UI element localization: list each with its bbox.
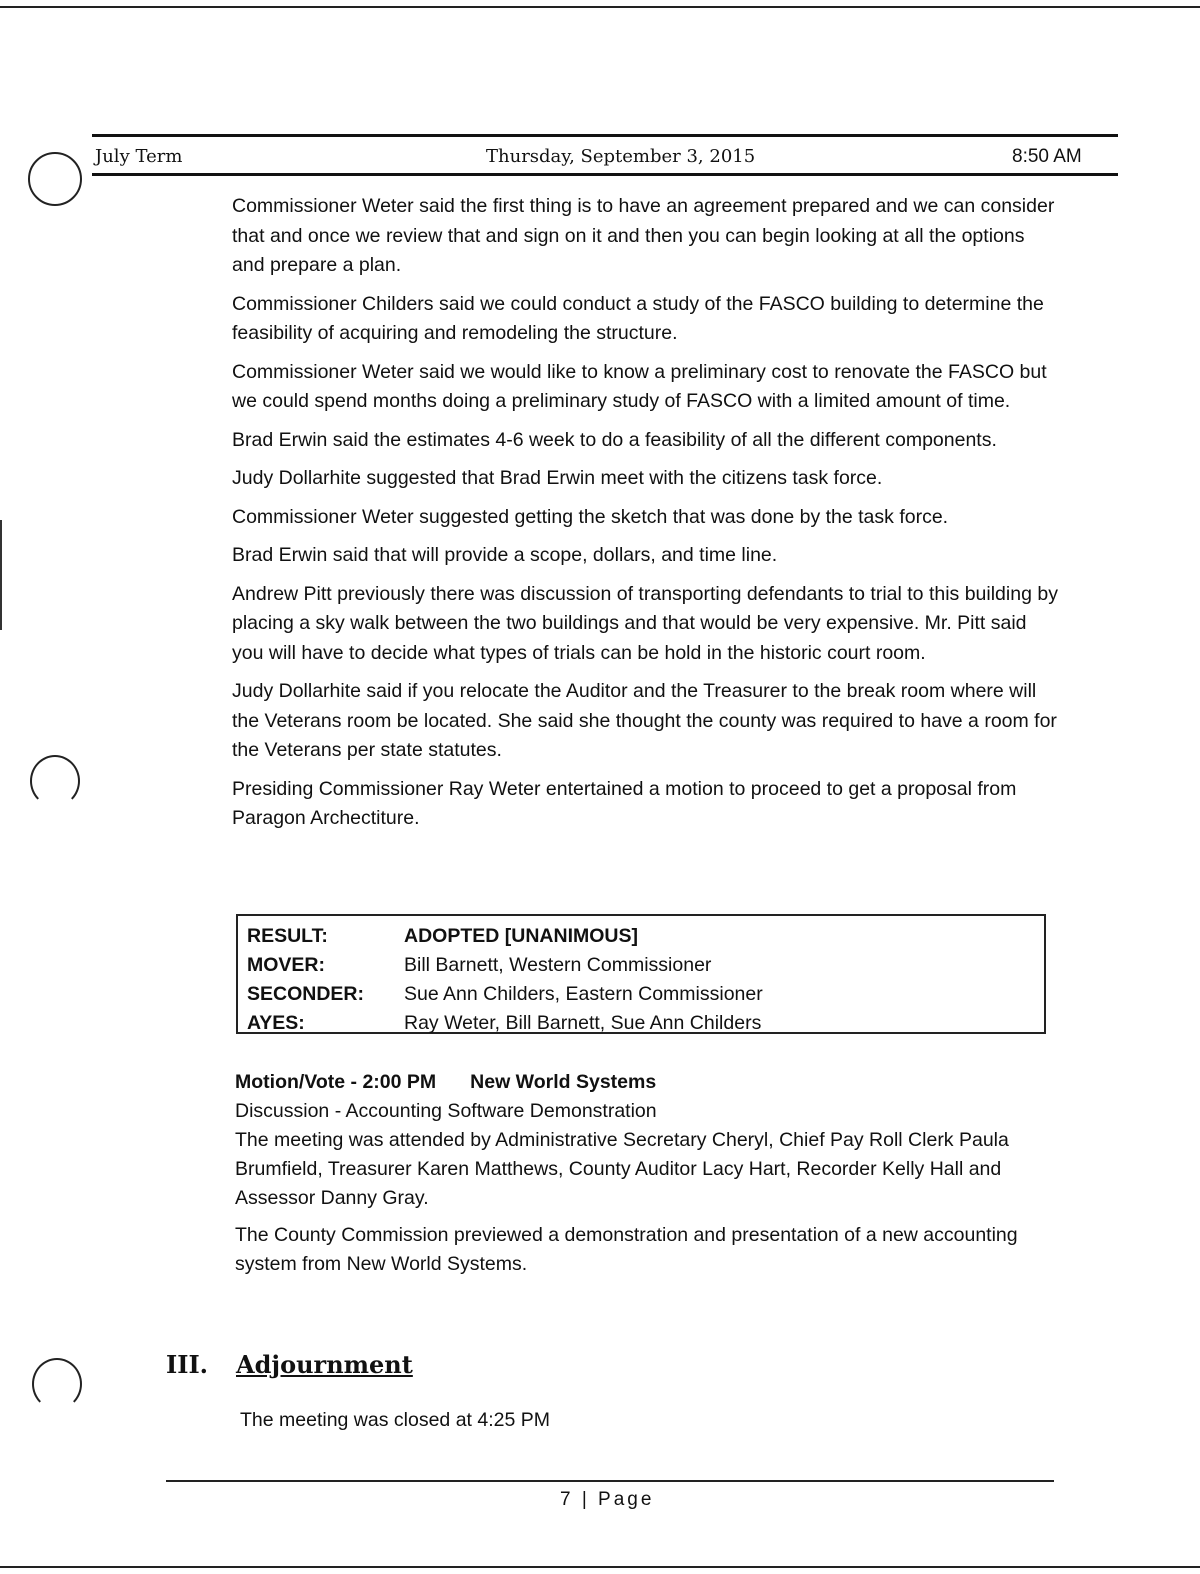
section-title: Adjournment [236, 1350, 413, 1379]
mover-label: MOVER: [247, 954, 325, 976]
motion-discussion: Discussion - Accounting Software Demonstration [235, 1100, 657, 1122]
motion-heading-title: New World Systems [470, 1071, 657, 1093]
header-date: Thursday, September 3, 2015 [486, 146, 756, 167]
ayes-label: AYES: [247, 1012, 305, 1034]
paragraph: Commissioner Weter suggested getting the sketch that was done by the task force. [232, 505, 949, 528]
vote-row-mover [247, 951, 1044, 980]
motion-heading [235, 1068, 1065, 1097]
section-number: III. [166, 1350, 209, 1379]
paragraph: Brad Erwin said that will provide a scope, dollars, and time line. [232, 544, 778, 566]
result-value: ADOPTED [UNANIMOUS] [404, 925, 638, 947]
page-number: 7 | Page [560, 1489, 655, 1510]
motion-attendance: The meeting was attended by Administrative Secretary Cheryl, Chief Pay Roll Clerk Paula Brumfield, Treasurer Karen Matthews, County Auditor Lacy Hart, Recorder Kelly Hall and Assessor Danny Gray. [235, 1129, 1009, 1209]
vote-result-box [236, 914, 1046, 1034]
motion-section [235, 1068, 1065, 1287]
paragraph: Andrew Pitt previously there was discussion of transporting defendants to trial to this building by placing a sky walk between the two buildings and that would be very expensive. Mr. Pitt said you will have to decide what types of trials can be hold in the historic court room. [232, 582, 1058, 664]
header-term: July Term [95, 146, 183, 167]
motion-heading-time: Motion/Vote - 2:00 PM [235, 1071, 437, 1093]
ayes-value: Ray Weter, Bill Barnett, Sue Ann Childers [404, 1012, 762, 1034]
header-time: 8:50 AM [1012, 146, 1082, 167]
seconder-label: SECONDER: [247, 983, 365, 1005]
vote-row-result [247, 922, 1044, 951]
header-rule-top [92, 134, 1118, 137]
scan-edge-top [0, 6, 1200, 8]
paragraph: Commissioner Weter said the first thing is to have an agreement prepared and we can consider that and once we review that and sign on it and then you can begin looking at all the options and prepare a plan. [232, 195, 1055, 276]
motion-preview: The County Commission previewed a demonstration and presentation of a new accounting system from New World Systems. [235, 1224, 1018, 1275]
header-rule-bottom [92, 173, 1118, 176]
paragraph: Commissioner Childers said we could conduct a study of the FASCO building to determine the feasibility of acquiring and remodeling the structure. [232, 292, 1044, 344]
vote-row-seconder [247, 980, 1044, 1009]
paragraph: Judy Dollarhite said if you relocate the Auditor and the Treasurer to the break room where will the Veterans room be located. She said she thought the county was required to have a room for the Veterans per state statutes. [232, 680, 1057, 761]
punch-hole-icon [28, 152, 82, 206]
footer-rule [166, 1480, 1054, 1482]
paragraph: Brad Erwin said the estimates 4-6 week to do a feasibility of all the different components. [232, 428, 997, 451]
paragraph: Presiding Commissioner Ray Weter entertained a motion to proceed to get a proposal from Paragon Archectiture. [232, 777, 1017, 829]
seconder-value: Sue Ann Childers, Eastern Commissioner [404, 983, 763, 1005]
minutes-body [232, 192, 1062, 843]
paragraph: Commissioner Weter said we would like to know a preliminary cost to renovate the FASCO but we could spend months doing a preliminary study of FASCO with a limited amount of time. [232, 360, 1047, 412]
punch-hole-icon [30, 755, 80, 807]
punch-hole-icon [32, 1358, 82, 1410]
mover-value: Bill Barnett, Western Commissioner [404, 954, 712, 976]
vote-row-ayes [247, 1009, 1044, 1038]
paragraph: Judy Dollarhite suggested that Brad Erwin meet with the citizens task force. [232, 467, 883, 489]
result-label: RESULT: [247, 925, 328, 947]
adjournment-text: The meeting was closed at 4:25 PM [240, 1409, 550, 1431]
scan-edge-bottom [0, 1566, 1200, 1568]
scan-edge-left [0, 520, 2, 630]
